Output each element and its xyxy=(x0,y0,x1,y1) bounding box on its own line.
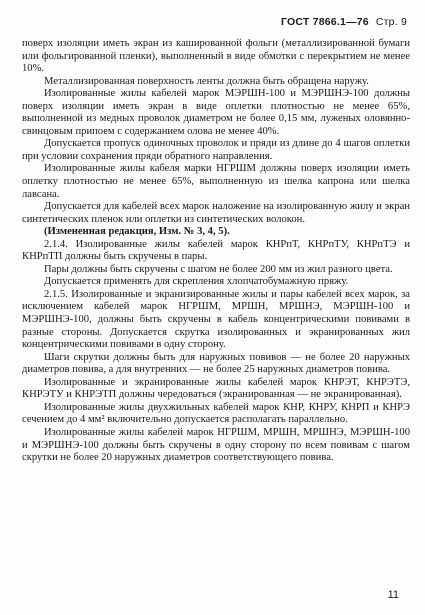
paragraph: Изолированные жилы кабелей марок МЭРШН-100 и МЭРШНЭ-100 должны поверх изоляции иметь экран в виде оплетки плотностью не менее 65%, выполненной из медных проволок диаметром не более 0,15 мм, луженых оловянно-свинцовым припоем с содержанием олова не менее 40%. xyxy=(22,88,410,137)
paragraph: Допускается для кабелей всех марок наложение на изолированную жилу и экран синтетических пленок или оплетки из синтетических волокон. xyxy=(22,201,410,225)
paragraph: Допускается пропуск одиночных проволок и пряди из длине до 4 шагов оплетки при условии сохранения пряди обратного направления. xyxy=(22,138,410,162)
paragraph: Пары должны быть скручены с шагом не более 200 мм из жил разного цвета. xyxy=(44,263,393,275)
paragraph: Шаги скрутки должны быть для наружных повивов — не более 20 наружных диаметров повива, а для внутренних — не более 25 наружных диаметров повива. xyxy=(22,351,410,376)
paragraph: 2.1.4. Изолированные жилы кабелей марок КНРпТ, КНРпТУ, КНРпТЭ и КНРпТП должны быть скручены в пары. xyxy=(22,238,410,263)
page-number: 11 xyxy=(387,589,399,601)
standard-number: ГОСТ 7866.1—76 xyxy=(281,16,369,28)
paragraph: 2.1.5. Изолированные и экранизированные жилы и пары кабелей всех марок, за исключением кабелей марок НГРШМ, МРШН, МРШНЭ, МЭРШН-100 и МЭРШНЭ-100, должны быть скручены в кабель концентрическими повивами в разные стороны. Допускается скрутка изолированных и экранированных жил концентрическими повивами в одну сторону. xyxy=(22,288,410,351)
paragraph: Изолированные жилы кабеля марки НГРШМ должны поверх изоляции иметь оплетку плотностью не менее 65%, выполненную из шелка капрона или шелка лавсана. xyxy=(22,163,410,200)
paragraph: Изолированные жилы двухжильных кабелей марок КНР, КНРУ, КНРП и КНРЭ сечением до 4 мм² включительно допускается располагать параллельно. xyxy=(22,401,410,426)
paragraph: (Измененная редакция, Изм. № 3, 4, 5). xyxy=(44,226,230,238)
paragraph: поверх изоляции иметь экран из кашированной фольги (металлизированной бумаги или фольгированной пленки), выполненный в виде обмотки с перекрытием не менее 10%. xyxy=(22,38,410,75)
paragraph: Изолированные и экранированные жилы кабелей марок КНРЭТ, КНРЭТЭ, КНРЭТУ и КНРЭТП должны чередоваться (экранированная — не экранированная). xyxy=(22,376,410,401)
paragraph: Металлизированная поверхность ленты должна быть обращена наружу. xyxy=(44,75,369,87)
page-header xyxy=(281,16,407,28)
paragraph: Допускается применять для скрепления хлопчатобумажную пряжу. xyxy=(44,276,349,288)
page-label: Стр. 9 xyxy=(375,16,407,28)
body-text xyxy=(22,38,410,465)
paragraph: Изолированные жилы кабелей марок НГРШМ, МРШН, МРШНЭ, МЭРШН-100 и МЭРШНЭ-100 должны быть скручены в одну сторону по всем повивам с шагом скрутки не более 20 наружных диаметров соответствующего повива. xyxy=(22,426,410,464)
